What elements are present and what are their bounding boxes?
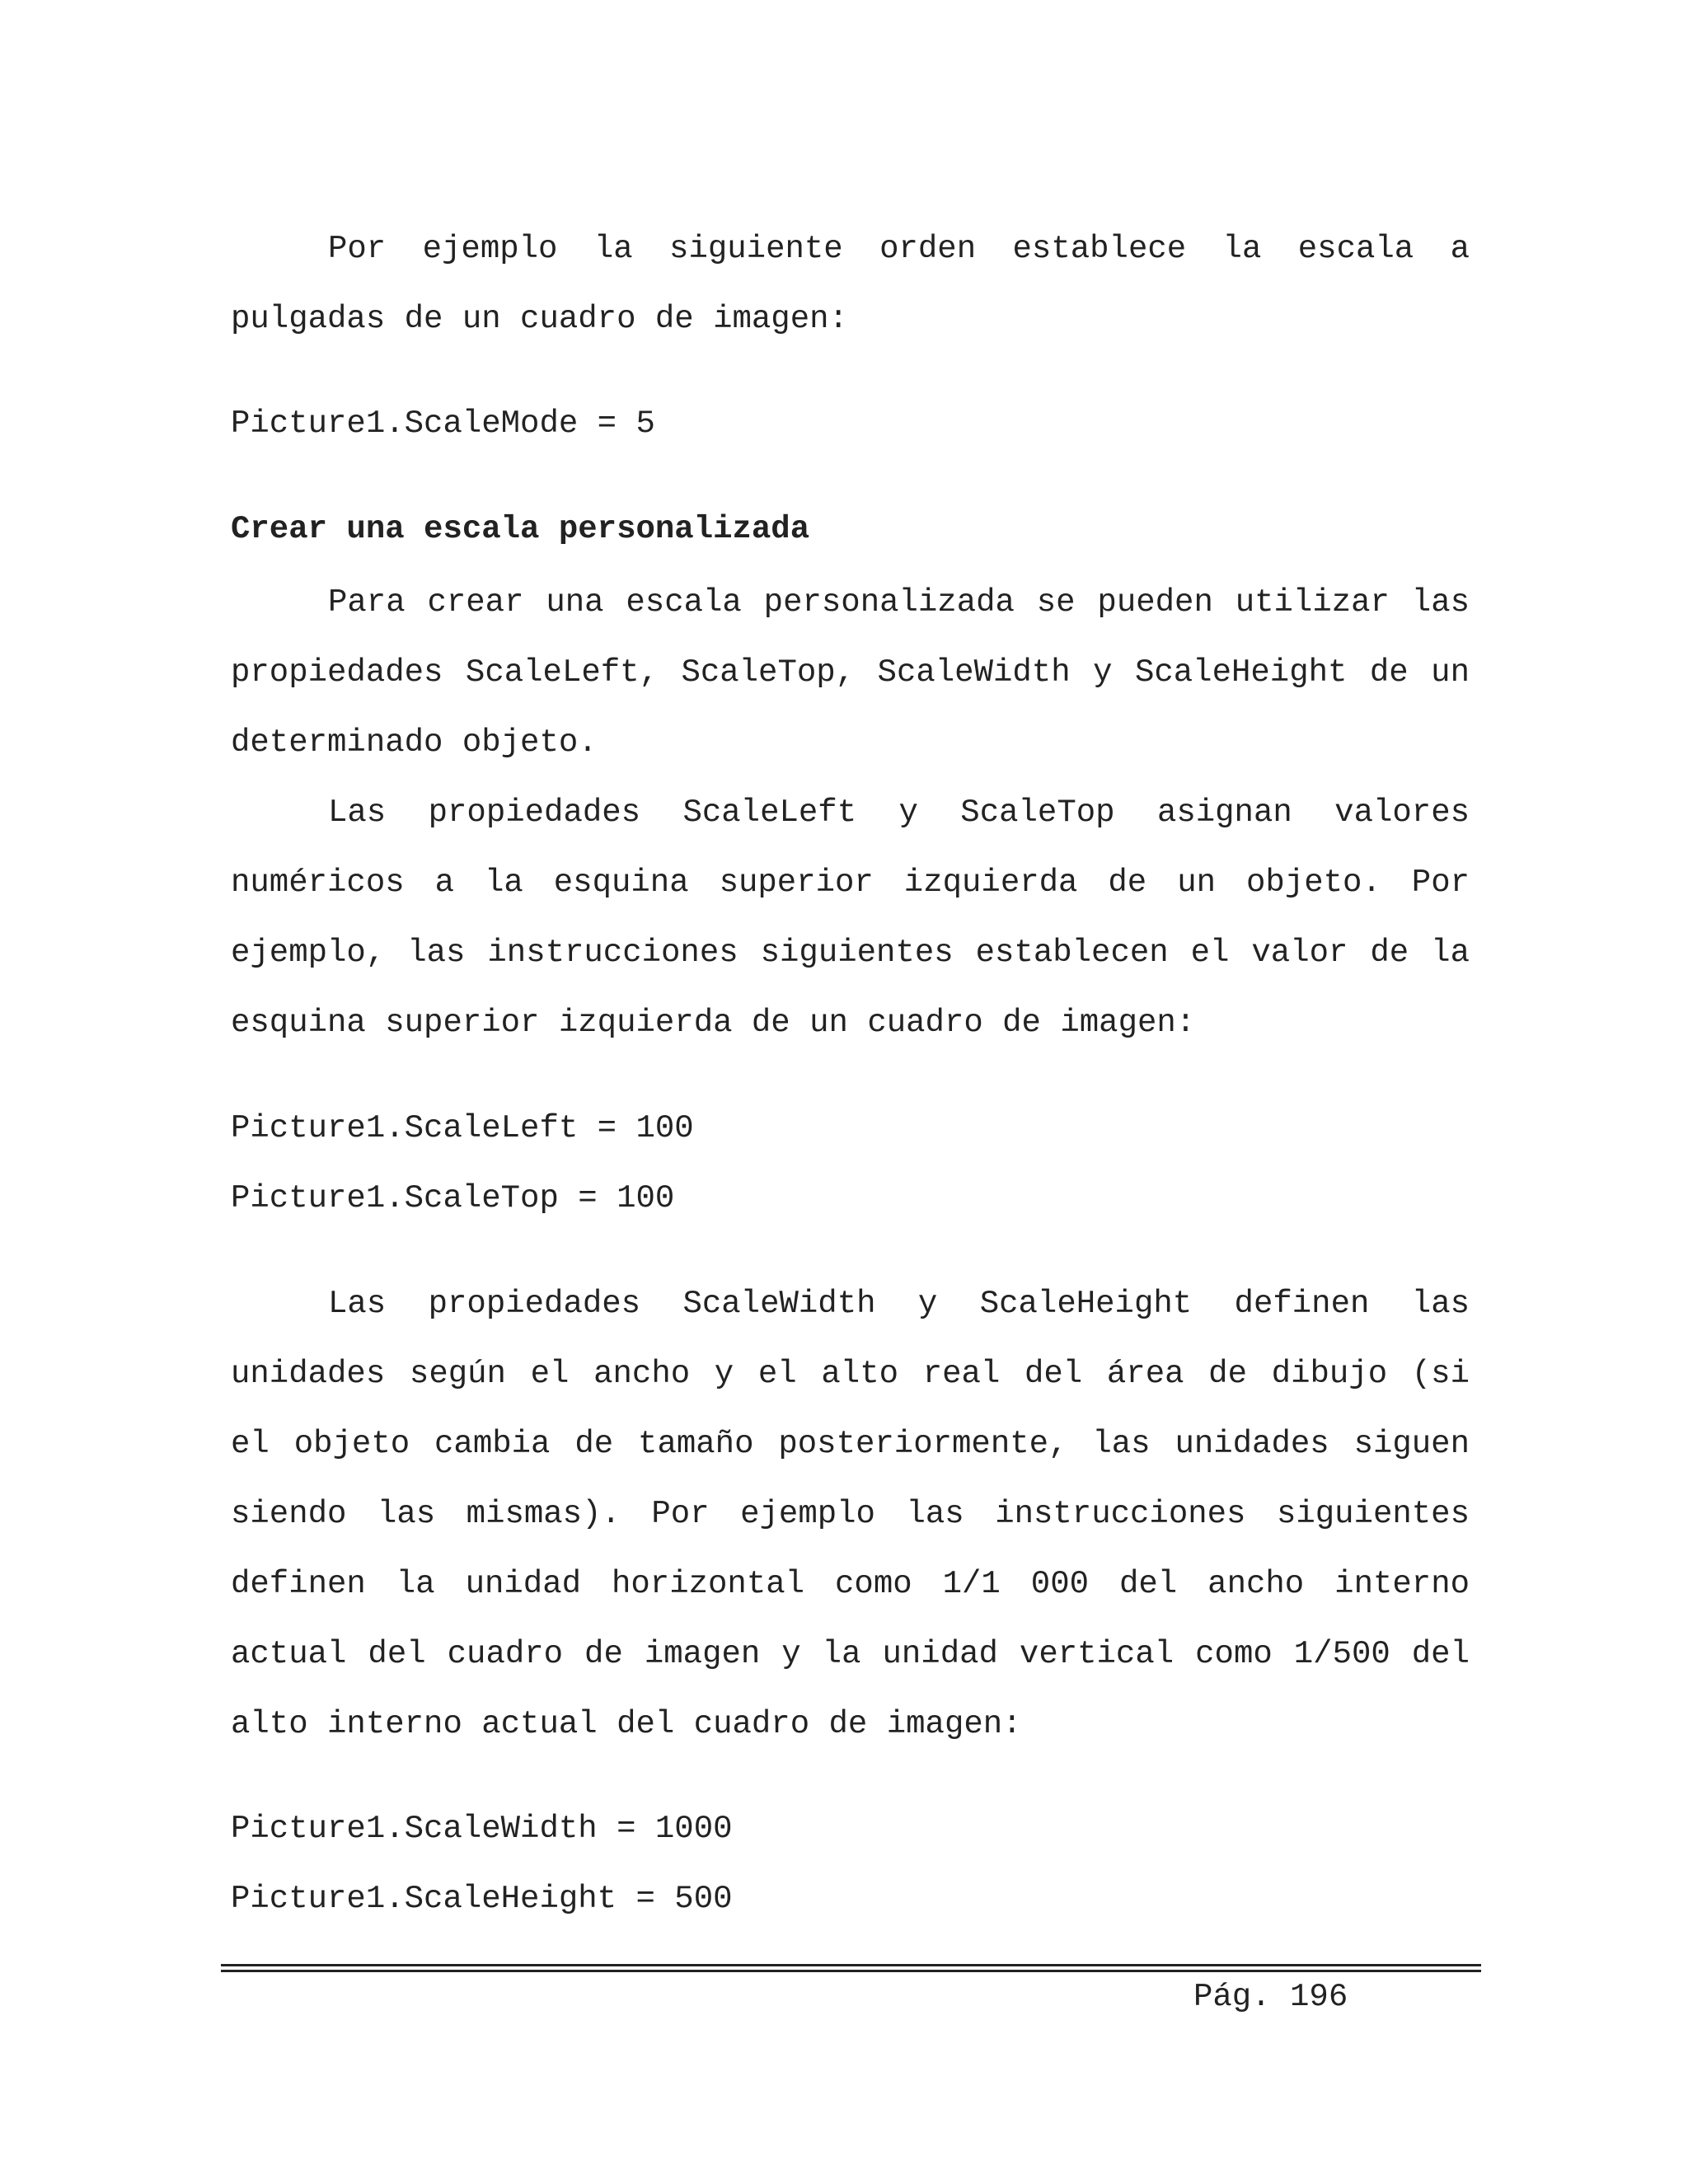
paragraph-3-line-1: Las propiedades ScaleLeft y ScaleTop asignan valores — [328, 794, 1470, 831]
document-page — [231, 0, 1470, 2184]
section-heading: Crear una escala personalizada — [231, 511, 810, 547]
paragraph-4-line-3: el objeto cambia de tamaño posteriormente, las unidades siguen — [231, 1426, 1470, 1462]
paragraph-1-line-1: Por ejemplo la siguiente orden establece la escala a — [328, 231, 1470, 267]
paragraph-2-line-2: propiedades ScaleLeft, ScaleTop, ScaleWidth y ScaleHeight de un — [231, 654, 1470, 691]
footer-rule-bottom — [221, 1970, 1481, 1972]
page-number: Pág. 196 — [1193, 1979, 1348, 2015]
paragraph-2-line-3: determinado objeto. — [231, 724, 598, 761]
code-scaleleft: Picture1.ScaleLeft = 100 — [231, 1110, 694, 1146]
paragraph-4-line-2: unidades según el ancho y el alto real del área de dibujo (si — [231, 1356, 1470, 1392]
paragraph-4-line-7: alto interno actual del cuadro de imagen: — [231, 1706, 1022, 1742]
paragraph-1-line-2: pulgadas de un cuadro de imagen: — [231, 301, 848, 337]
paragraph-4-line-5: definen la unidad horizontal como 1/1 000 del ancho interno — [231, 1566, 1470, 1602]
code-scalewidth: Picture1.ScaleWidth = 1000 — [231, 1811, 733, 1847]
code-scaleheight: Picture1.ScaleHeight = 500 — [231, 1881, 733, 1917]
paragraph-3-line-4: esquina superior izquierda de un cuadro de imagen: — [231, 1005, 1196, 1041]
paragraph-2-line-1: Para crear una escala personalizada se pueden utilizar las — [328, 584, 1470, 621]
paragraph-4-line-6: actual del cuadro de imagen y la unidad vertical como 1/500 del — [231, 1636, 1470, 1672]
footer-rule-top — [221, 1964, 1481, 1966]
code-scaletop: Picture1.ScaleTop = 100 — [231, 1180, 675, 1216]
paragraph-3-line-3: ejemplo, las instrucciones siguientes establecen el valor de la — [231, 935, 1470, 971]
code-scalemode: Picture1.ScaleMode = 5 — [231, 405, 655, 442]
paragraph-4-line-1: Las propiedades ScaleWidth y ScaleHeight definen las — [328, 1286, 1470, 1322]
paragraph-4-line-4: siendo las mismas). Por ejemplo las instrucciones siguientes — [231, 1496, 1470, 1532]
paragraph-3-line-2: numéricos a la esquina superior izquierda de un objeto. Por — [231, 865, 1470, 901]
